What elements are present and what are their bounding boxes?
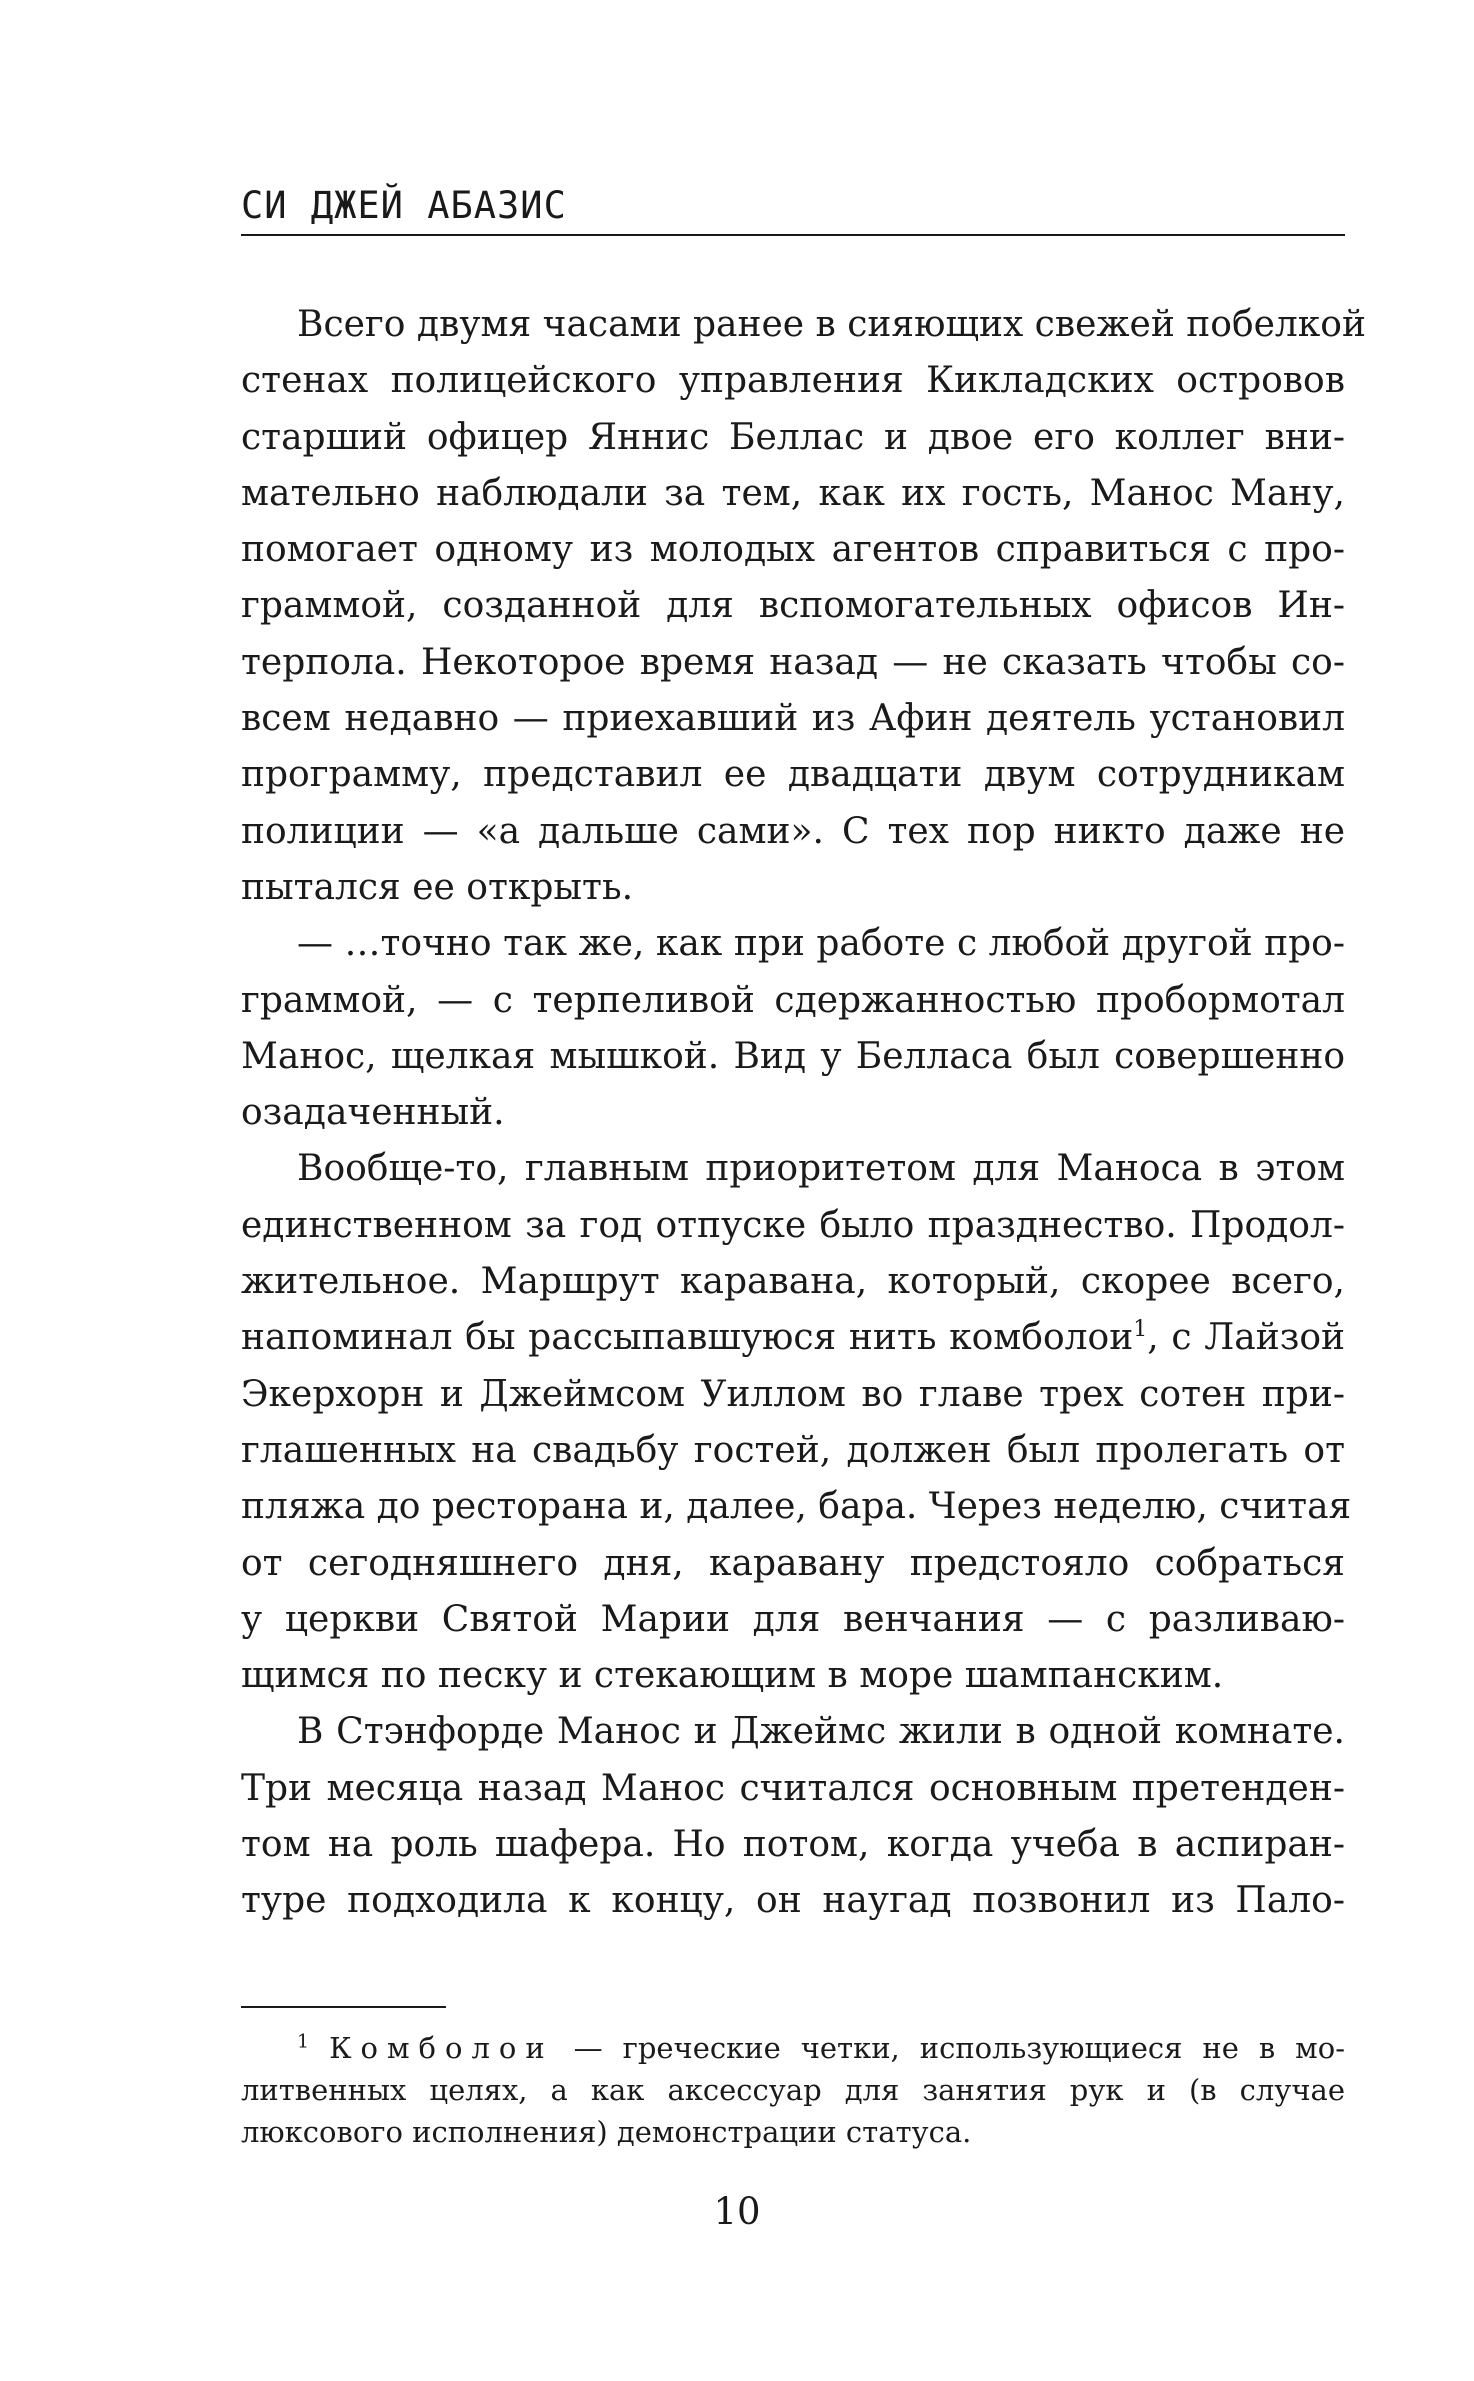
text-line bbox=[241, 1761, 1345, 1817]
text-line bbox=[241, 578, 1345, 634]
text-line bbox=[241, 1367, 1345, 1423]
text-line-content: В Стэнфорде Манос и Джеймс жили в одной комнате. bbox=[297, 1711, 1345, 1753]
text-line bbox=[241, 1310, 1345, 1366]
text-line-content: Всего двумя часами ранее в сияющих свежей побелкой bbox=[297, 304, 1366, 345]
text-line-content: старший офицер Яннис Беллас и двое его коллег вни- bbox=[241, 416, 1345, 458]
footnote-separator bbox=[241, 2006, 446, 2008]
footnote-mark: 1 bbox=[297, 2030, 310, 2053]
footnote-line: литвенных целях, а как аксессуар для занятия рук и (в случае bbox=[241, 2073, 1345, 2107]
footnote-reference: 1 bbox=[1133, 1317, 1148, 1343]
page-number: 10 bbox=[713, 2190, 761, 2233]
text-line bbox=[241, 635, 1345, 691]
text-line-content: стенах полицейского управления Кикладских островов bbox=[241, 360, 1345, 402]
text-line-content: глашенных на свадьбу гостей, должен был пролегать от bbox=[241, 1429, 1345, 1471]
text-line-content: напоминал бы рассыпавшуюся нить комболои bbox=[241, 1317, 1134, 1359]
text-line-content: озадаченный. bbox=[241, 1092, 505, 1134]
text-line bbox=[241, 466, 1345, 522]
text-line bbox=[241, 297, 1366, 353]
body-text bbox=[241, 297, 1366, 1930]
text-line bbox=[241, 747, 1345, 803]
text-line bbox=[241, 410, 1345, 466]
text-line-content: Манос, щелкая мышкой. Вид у Белласа был совершенно bbox=[241, 1035, 1345, 1077]
footnote-line: люксового исполнения) демонстрации статуса. bbox=[241, 2115, 972, 2149]
footnote-definition-start: — греческие четки, использующиеся не в мо- bbox=[553, 2031, 1345, 2065]
text-line-content: том на роль шафера. Но потом, когда учеба в аспиран- bbox=[241, 1824, 1345, 1866]
running-head bbox=[241, 178, 1345, 236]
text-line-continuation: , с Лайзой bbox=[1147, 1317, 1346, 1359]
text-line bbox=[241, 691, 1345, 747]
text-line bbox=[241, 973, 1345, 1029]
text-line-content: Три месяца назад Манос считался основным претенден- bbox=[241, 1767, 1345, 1809]
text-line bbox=[241, 916, 1345, 972]
text-line-content: терпола. Некоторое время назад — не сказать чтобы со- bbox=[241, 641, 1345, 683]
text-line-content: помогает одному из молодых агентов справиться с про- bbox=[241, 529, 1345, 571]
footnote-term: Комболои bbox=[329, 2031, 554, 2065]
text-line-content: всем недавно — приехавший из Афин деятель установил bbox=[241, 698, 1345, 740]
text-line bbox=[241, 1817, 1345, 1873]
text-line-content: программу, представил ее двадцати двум сотрудникам bbox=[241, 754, 1345, 796]
text-line bbox=[241, 1254, 1345, 1310]
text-line-content: Экерхорн и Джеймсом Уиллом во главе трех сотен при- bbox=[241, 1373, 1345, 1415]
text-line-content: у церкви Святой Марии для венчания — с разливаю- bbox=[241, 1598, 1345, 1640]
text-line-content: щимся по песку и стекающим в море шампанским. bbox=[241, 1655, 1224, 1697]
text-line-content: полиции — «а дальше сами». С тех пор никто даже не bbox=[241, 810, 1345, 852]
text-line bbox=[241, 1479, 1352, 1535]
footnote bbox=[241, 2027, 1345, 2153]
text-line bbox=[241, 1873, 1345, 1929]
text-line-content: граммой, созданной для вспомогательных офисов Ин- bbox=[241, 585, 1345, 627]
text-line bbox=[241, 804, 1345, 860]
text-line-content: пляжа до ресторана и, далее, бара. Через неделю, считая bbox=[241, 1486, 1352, 1528]
text-line-content: граммой, — с терпеливой сдержанностью пробормотал bbox=[241, 979, 1345, 1021]
text-line bbox=[241, 353, 1345, 409]
text-line-content: жительное. Маршрут каравана, который, скорее всего, bbox=[241, 1261, 1345, 1303]
footnote-line bbox=[241, 2027, 1345, 2069]
text-line-content: единственном за год отпуске было празднество. Продол- bbox=[241, 1204, 1345, 1246]
text-line bbox=[241, 1536, 1345, 1592]
text-line-content: туре подходила к концу, он наугад позвонил из Пало- bbox=[241, 1880, 1345, 1922]
text-line bbox=[241, 1029, 1345, 1085]
text-line-content: Вообще-то, главным приоритетом для Маноса в этом bbox=[297, 1148, 1345, 1190]
text-line-content: — …точно так же, как при работе с любой другой про- bbox=[297, 923, 1345, 965]
text-line bbox=[241, 522, 1345, 578]
text-line bbox=[241, 1704, 1345, 1760]
text-line bbox=[241, 1592, 1345, 1648]
text-line bbox=[241, 1423, 1345, 1479]
text-line bbox=[241, 1198, 1345, 1254]
text-line-content: от сегодняшнего дня, каравану предстояло собраться bbox=[241, 1542, 1345, 1584]
text-line-content: пытался ее открыть. bbox=[241, 866, 634, 908]
text-line bbox=[241, 1648, 1345, 1704]
text-line bbox=[241, 1141, 1345, 1197]
text-line bbox=[241, 1085, 1345, 1141]
text-line-content: мательно наблюдали за тем, как их гость, Манос Ману, bbox=[241, 472, 1345, 514]
text-line bbox=[241, 860, 1345, 916]
running-head-author: СИ ДЖЕЙ АБАЗИС bbox=[241, 184, 567, 227]
